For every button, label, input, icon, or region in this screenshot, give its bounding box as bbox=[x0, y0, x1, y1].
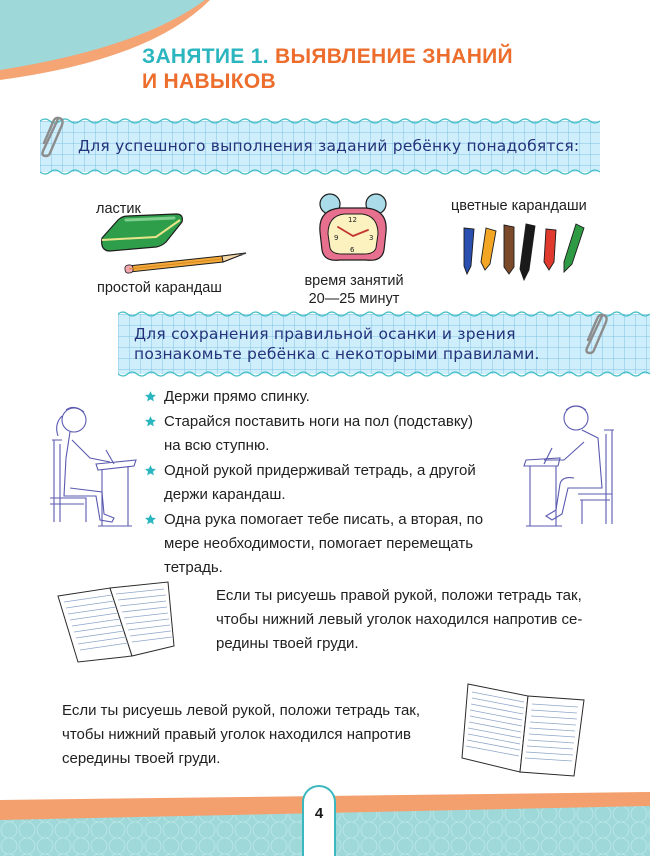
session-time-caption: время занятий bbox=[304, 273, 404, 289]
supplies-note bbox=[40, 121, 600, 172]
page-number: 4 bbox=[314, 805, 324, 822]
eraser-icon bbox=[96, 210, 186, 255]
left-hand-tip-line1: Если ты рисуешь левой рукой, положи тетрадь так, bbox=[62, 702, 421, 719]
left-hand-tip-line2: чтобы нижний правый уголок находился напротив bbox=[62, 726, 412, 743]
right-hand-tip-line1: Если ты рисуешь правой рукой, положи тетрадь так, bbox=[216, 587, 582, 604]
wavy-border-top bbox=[40, 118, 600, 124]
star-bullet-icon bbox=[144, 390, 157, 403]
wavy-border-top bbox=[118, 311, 650, 317]
supplies-note-text: Для успешного выполнения заданий ребёнку понадобятся: bbox=[78, 137, 580, 155]
rule-item bbox=[144, 459, 484, 507]
page-number-tab bbox=[302, 785, 336, 856]
posture-note-line2: познакомьте ребёнка с некоторыми правилами. bbox=[134, 345, 540, 363]
rule-text: Старайся поставить ноги на пол (подставку) на всю ступню. bbox=[164, 413, 474, 454]
posture-note-text bbox=[134, 324, 540, 364]
left-hand-tip-line3: середины твоей груди. bbox=[62, 750, 221, 767]
eraser-label: ластик bbox=[96, 201, 141, 217]
rule-item bbox=[144, 385, 484, 409]
svg-text:12: 12 bbox=[348, 216, 357, 224]
posture-note bbox=[118, 314, 650, 374]
boy-at-desk-illustration bbox=[522, 402, 620, 532]
svg-text:6: 6 bbox=[350, 246, 355, 254]
rule-item bbox=[144, 508, 484, 580]
pencil-label: простой карандаш bbox=[97, 280, 222, 296]
right-hand-tip-line2: чтобы нижний левый уголок находился напротив се- bbox=[216, 611, 583, 628]
wavy-border-bottom bbox=[40, 169, 600, 175]
wavy-border-bottom bbox=[118, 371, 650, 377]
rule-text: Держи прямо спинку. bbox=[164, 388, 310, 405]
session-time-value: 20—25 минут bbox=[308, 291, 400, 307]
girl-at-desk-illustration bbox=[40, 400, 140, 530]
star-bullet-icon bbox=[144, 513, 157, 526]
lesson-topic: ВЫЯВЛЕНИЕ ЗНАНИЙ bbox=[275, 45, 513, 68]
star-bullet-icon bbox=[144, 464, 157, 477]
svg-text:3: 3 bbox=[369, 234, 374, 242]
lesson-title bbox=[142, 44, 513, 94]
posture-rules-list bbox=[144, 385, 484, 581]
pencil-icon bbox=[122, 250, 248, 274]
session-time-label bbox=[297, 272, 411, 308]
left-hand-tip bbox=[62, 699, 442, 771]
right-hand-tip bbox=[216, 584, 616, 656]
alarm-clock-icon bbox=[312, 192, 394, 266]
rule-text: Одна рука помогает тебе писать, а вторая, по мере необходимости, помогает перемещать тетрадь. bbox=[164, 511, 484, 576]
colored-pencils-icon bbox=[460, 222, 590, 282]
paperclip-icon bbox=[582, 312, 608, 356]
rule-text: Одной рукой придерживай тетрадь, а другой держи карандаш. bbox=[164, 462, 476, 503]
right-hand-tip-line3: редины твоей груди. bbox=[216, 635, 359, 652]
svg-text:9: 9 bbox=[334, 234, 339, 242]
star-bullet-icon bbox=[144, 415, 157, 428]
rule-item bbox=[144, 410, 484, 458]
posture-note-line1: Для сохранения правильной осанки и зрения bbox=[134, 325, 516, 343]
lesson-topic-line2: И НАВЫКОВ bbox=[142, 70, 277, 93]
colored-pencils-label: цветные карандаши bbox=[451, 198, 587, 214]
open-notebook-tilted-left-illustration bbox=[460, 680, 586, 780]
paperclip-icon bbox=[38, 115, 64, 159]
lesson-number: ЗАНЯТИЕ 1. bbox=[142, 45, 269, 68]
open-notebook-tilted-right-illustration bbox=[56, 578, 176, 664]
